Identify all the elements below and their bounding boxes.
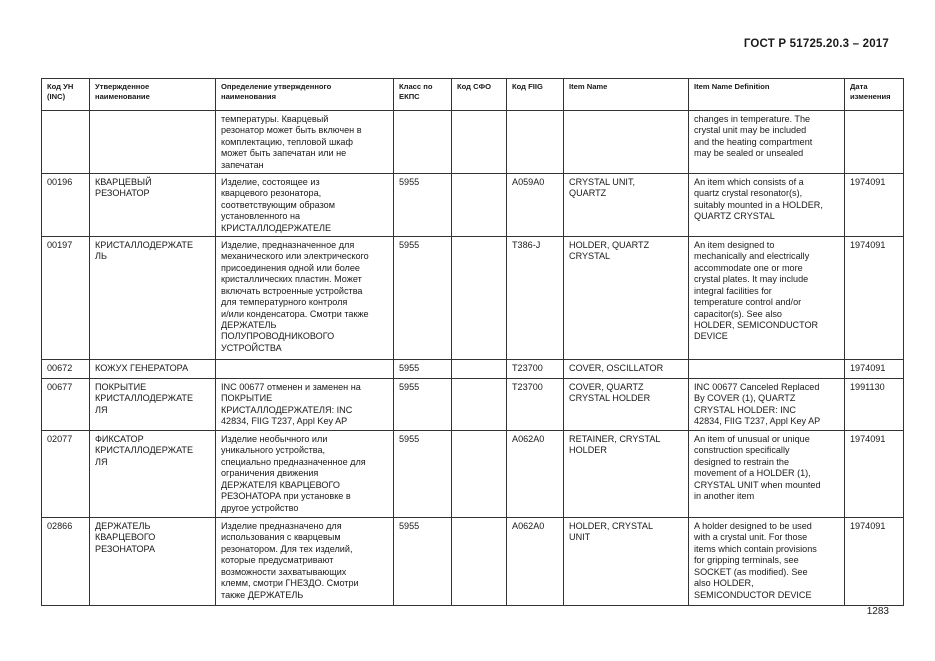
cell-sfo	[452, 518, 507, 606]
table-row	[42, 431, 904, 518]
cell-sfo	[452, 174, 507, 237]
cell-name: ПОКРЫТИЕ КРИСТАЛЛОДЕРЖАТЕ ЛЯ	[90, 379, 216, 431]
table-row	[42, 111, 904, 174]
cell-name: КВАРЦЕВЫЙ РЕЗОНАТОР	[90, 174, 216, 237]
cell-sfo	[452, 379, 507, 431]
cell-fiig	[507, 111, 564, 174]
col-header-name-definition: Определение утвержденного наименования	[216, 79, 394, 111]
cell-code: 00672	[42, 360, 90, 379]
cell-code: 02077	[42, 431, 90, 518]
cell-ekps: 5955	[394, 174, 452, 237]
table-header-row	[42, 79, 904, 111]
cell-item-name: HOLDER, QUARTZ CRYSTAL	[564, 237, 689, 360]
table-row	[42, 360, 904, 379]
table-row	[42, 174, 904, 237]
cell-code	[42, 111, 90, 174]
cell-item-name: RETAINER, CRYSTAL HOLDER	[564, 431, 689, 518]
document-title: ГОСТ Р 51725.20.3 – 2017	[743, 38, 889, 50]
page-number: 1283	[866, 606, 889, 617]
cell-definition: Изделие, состоящее из кварцевого резонатора, соответствующим образом установленного на КРИСТАЛЛОДЕРЖАТЕЛЕ	[216, 174, 394, 237]
cell-sfo	[452, 360, 507, 379]
cell-code: 00677	[42, 379, 90, 431]
cell-sfo	[452, 237, 507, 360]
cell-date: 1974091	[845, 360, 904, 379]
cell-definition: INC 00677 отменен и заменен на ПОКРЫТИЕ КРИСТАЛЛОДЕРЖАТЕЛЯ: INC 42834, FIIG T237, Appl Key AP	[216, 379, 394, 431]
cell-item-name: CRYSTAL UNIT, QUARTZ	[564, 174, 689, 237]
cell-fiig: A062A0	[507, 518, 564, 606]
table-row	[42, 379, 904, 431]
cell-sfo	[452, 111, 507, 174]
col-header-inc-code: Код УН (INC)	[42, 79, 90, 111]
table-row	[42, 518, 904, 606]
cell-ekps	[394, 111, 452, 174]
cell-definition: Изделие, предназначенное для механического или электрического присоединения одной или более кристаллических пластин. Может включать встроенные устройства для температурного контроля и/или конденсатора. Смотри также ДЕРЖАТЕЛЬ ПОЛУПРОВОДНИКОВОГО УСТРОЙСТВА	[216, 237, 394, 360]
cell-fiig: A062A0	[507, 431, 564, 518]
cell-item-definition: INC 00677 Canceled Replaced By COVER (1), QUARTZ CRYSTAL HOLDER: INC 42834, FIIG T237, Appl Key AP	[689, 379, 845, 431]
cell-name: КОЖУХ ГЕНЕРАТОРА	[90, 360, 216, 379]
col-header-approved-name: Утвержденное наименование	[90, 79, 216, 111]
cell-name: КРИСТАЛЛОДЕРЖАТЕ ЛЬ	[90, 237, 216, 360]
col-header-item-name: Item Name	[564, 79, 689, 111]
cell-definition: температуры. Кварцевый резонатор может быть включен в комплектацию, тепловой шкаф может быть запечатан или не запечатан	[216, 111, 394, 174]
cell-date: 1974091	[845, 518, 904, 606]
cell-date: 1974091	[845, 174, 904, 237]
cell-item-name: COVER, QUARTZ CRYSTAL HOLDER	[564, 379, 689, 431]
cell-item-name: COVER, OSCILLATOR	[564, 360, 689, 379]
col-header-item-name-definition: Item Name Definition	[689, 79, 845, 111]
cell-ekps: 5955	[394, 360, 452, 379]
cell-item-definition: A holder designed to be used with a crystal unit. For those items which contain provisions for gripping terminals, see SOCKET (as modified). See also HOLDER, SEMICONDUCTOR DEVICE	[689, 518, 845, 606]
cell-date: 1991130	[845, 379, 904, 431]
col-header-sfo-code: Код СФО	[452, 79, 507, 111]
cell-code: 02866	[42, 518, 90, 606]
cell-name	[90, 111, 216, 174]
cell-fiig: T386-J	[507, 237, 564, 360]
cell-date	[845, 111, 904, 174]
cell-code: 00196	[42, 174, 90, 237]
col-header-change-date: Дата изменения	[845, 79, 904, 111]
cell-item-name	[564, 111, 689, 174]
cell-date: 1974091	[845, 237, 904, 360]
catalog-table	[41, 78, 904, 606]
col-header-ekps-class: Класс по ЕКПС	[394, 79, 452, 111]
col-header-fiig-code: Код FIIG	[507, 79, 564, 111]
cell-item-definition: An item of unusual or unique construction specifically designed to restrain the movement of a HOLDER (1), CRYSTAL UNIT when mounted in another item	[689, 431, 845, 518]
cell-item-definition: changes in temperature. The crystal unit may be included and the heating compartment may be sealed or unsealed	[689, 111, 845, 174]
cell-name: ДЕРЖАТЕЛЬ КВАРЦЕВОГО РЕЗОНАТОРА	[90, 518, 216, 606]
cell-definition: Изделие необычного или уникального устройства, специально предназначенное для ограничения движения ДЕРЖАТЕЛЯ КВАРЦЕВОГО РЕЗОНАТОРА при установке в другое устройство	[216, 431, 394, 518]
cell-ekps: 5955	[394, 237, 452, 360]
cell-item-definition: An item which consists of a quartz crystal resonator(s), suitably mounted in a HOLDER, QUARTZ CRYSTAL	[689, 174, 845, 237]
cell-item-definition: An item designed to mechanically and electrically accommodate one or more crystal plates. It may include integral facilities for temperature control and/or capacitor(s). See also HOLDER, SEMICONDUCTOR DEVICE	[689, 237, 845, 360]
cell-ekps: 5955	[394, 431, 452, 518]
cell-ekps: 5955	[394, 379, 452, 431]
cell-name: ФИКСАТОР КРИСТАЛЛОДЕРЖАТЕ ЛЯ	[90, 431, 216, 518]
table-row	[42, 237, 904, 360]
cell-code: 00197	[42, 237, 90, 360]
cell-ekps: 5955	[394, 518, 452, 606]
cell-fiig: A059A0	[507, 174, 564, 237]
cell-definition: Изделие предназначено для использования с кварцевым резонатором. Для тех изделий, которые предусматривают возможности захватывающих клемм, смотри ГНЕЗДО. Смотри также ДЕРЖАТЕЛЬ	[216, 518, 394, 606]
cell-item-definition	[689, 360, 845, 379]
cell-item-name: HOLDER, CRYSTAL UNIT	[564, 518, 689, 606]
cell-fiig: T23700	[507, 360, 564, 379]
cell-sfo	[452, 431, 507, 518]
cell-date: 1974091	[845, 431, 904, 518]
cell-definition	[216, 360, 394, 379]
cell-fiig: T23700	[507, 379, 564, 431]
